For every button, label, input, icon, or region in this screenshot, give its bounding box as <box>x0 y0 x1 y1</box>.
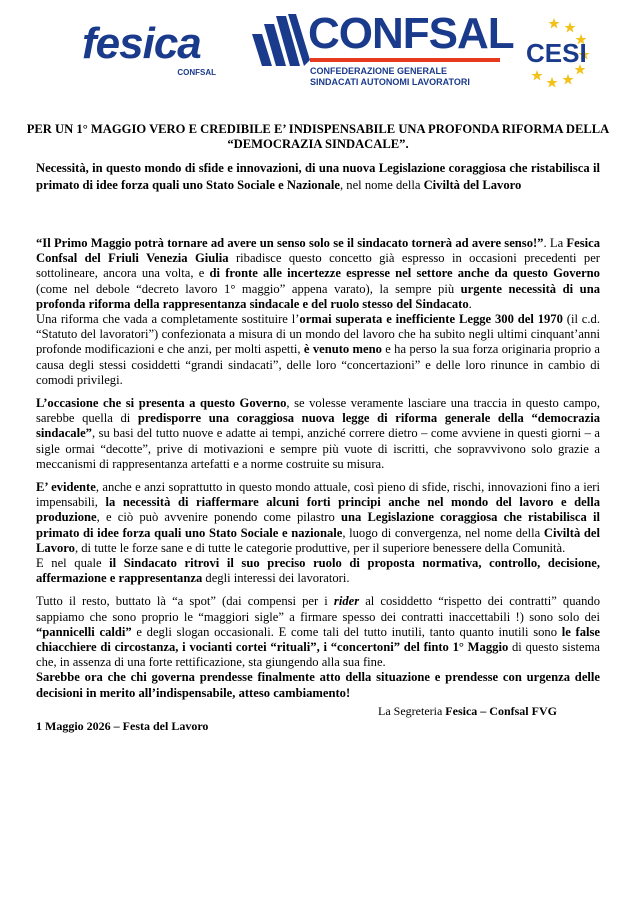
title-line2: “DEMOCRAZIA SINDACALE”. <box>227 137 409 151</box>
paragraph-riforma: Una riforma che vada a completamente sostituire l’ormai superata e inefficiente Legge 300 del 1970 (il c.d. “Statuto del lavoratori”) confezionata a misura di un mondo del lavoro che ha subito negli ultimi cinquant’anni profonde modificazioni e che anzi, per molti aspetti, è venuto meno e ha perso la sua forza originaria proprio a causa degli stessi cosiddetti “grandi sindacati”, delle loro “concertazioni” e delle loro rinunce in cambio di comodi privilegi. <box>36 312 600 387</box>
confsal-red-rule <box>310 58 500 62</box>
confsal-stripes-icon <box>250 14 312 74</box>
paragraph-sindacato: E nel quale il Sindacato ritrovi il suo preciso ruolo di proposta normativa, controllo, decisione, affermazione e rappresentanza degli interessi dei lavoratori. <box>36 556 601 586</box>
confsal-subtitle-line1: CONFEDERAZIONE GENERALE <box>310 66 448 76</box>
fesica-logo <box>82 19 232 88</box>
intro-paragraph: Necessità, in questo mondo di sfide e innovazioni, di una nuova Legislazione coraggiosa che ristabilisca il primato di idee forza quali uno Stato Sociale e Nazionale, nel nome della Civiltà del Lavoro <box>36 161 600 192</box>
document-title <box>24 122 612 152</box>
signature: La Segreteria Fesica – Confsal FVG <box>378 704 557 718</box>
confsal-subtitle-line2: SINDACATI AUTONOMI LAVORATORI <box>310 77 470 87</box>
confsal-logo-subtitle <box>310 66 470 88</box>
paragraph-occasione: L’occasione che si presenta a questo Governo, se volesse veramente lasciare una traccia in questo campo, sarebbe quella di predisporre una coraggiosa nuova legge di riforma generale della “democrazia sindacale”, su basi del tutto nuove e adatte ai tempi, anziché correre dietro – come avviene in questi giorni – a sigle ormai “decotte”, prive di motivazioni e sempre più vuote di iscritti, che sopravvivono solo grazie a meccanismi di rappresentanza artefatti e a norme costruite su misura. <box>36 396 600 471</box>
confsal-logo-word: CONFSAL <box>308 9 514 58</box>
document-body <box>36 236 600 709</box>
header-logos <box>0 8 636 98</box>
paragraph-evidente: E’ evidente, anche e anzi soprattutto in questo mondo attuale, così pieno di sfide, rischi, innovazioni fino a ieri impensabili, la necessità di riaffermare alcuni forti principi anche nel mondo del lavoro e della produzione, e ciò può avvenire ponendo come pilastro una Legislazione coraggiosa che ristabilisca il primato di idee forza quali uno Stato Sociale e nazionale, luogo di convergenza, nel nome della Civiltà del Lavoro, di tutte le forze sane e di tutte le categorie produttive, per il superiore benessere della Comunità. <box>36 480 600 555</box>
fesica-logo-word: fesica <box>82 19 201 68</box>
document-date: 1 Maggio 2026 – Festa del Lavoro <box>36 719 209 733</box>
confsal-logo <box>250 8 514 98</box>
fesica-logo-sub: CONFSAL <box>177 68 216 77</box>
paragraph-conclusione: Sarebbe ora che chi governa prendesse finalmente atto della situazione e prendesse con urgenza delle decisioni in merito all’indispensabile, atteso cambiamento! <box>36 670 600 700</box>
cesi-logo-word: CESI <box>526 38 587 68</box>
title-line1: PER UN 1° MAGGIO VERO E CREDIBILE E’ INDISPENSABILE UNA PROFONDA RIFORMA DELLA <box>26 122 610 136</box>
paragraph-tutto-il-resto: Tutto il resto, buttato là “a spot” (dai compensi per i rider al cosiddetto “rispetto dei contratti” quando sappiamo che sono proprio le “maggiori sigle” a firmare spesso dei contratti inaccettabili !) sono solo dei “pannicelli caldi” e degli slogan occasionali. E come tali del tutto inutili, tanto quanto inutili sono le false chiacchiere di circostanza, i vocianti cortei “rituali”, i “concertoni” del finto 1° Maggio di questo sistema che, in assenza di una forte rettificazione, sta giungendo alla sua fine. <box>36 594 601 670</box>
paragraph-primo-maggio: “Il Primo Maggio potrà tornare ad avere un senso solo se il sindacato tornerà ad avere senso!”. La Fesica Confsal del Friuli Venezia Giulia ribadisce questo concetto già espresso in occasioni precedenti per sottolineare, ancora una volta, e di fronte alle incertezze espresse nel settore anche da questo Governo (come nel debole “decreto lavoro 1° maggio” appena varato), la sempre più urgente necessità di una profonda riforma della rappresentanza sindacale e del ruolo stesso del Sindacato. <box>36 236 600 311</box>
cesi-logo <box>518 16 590 88</box>
